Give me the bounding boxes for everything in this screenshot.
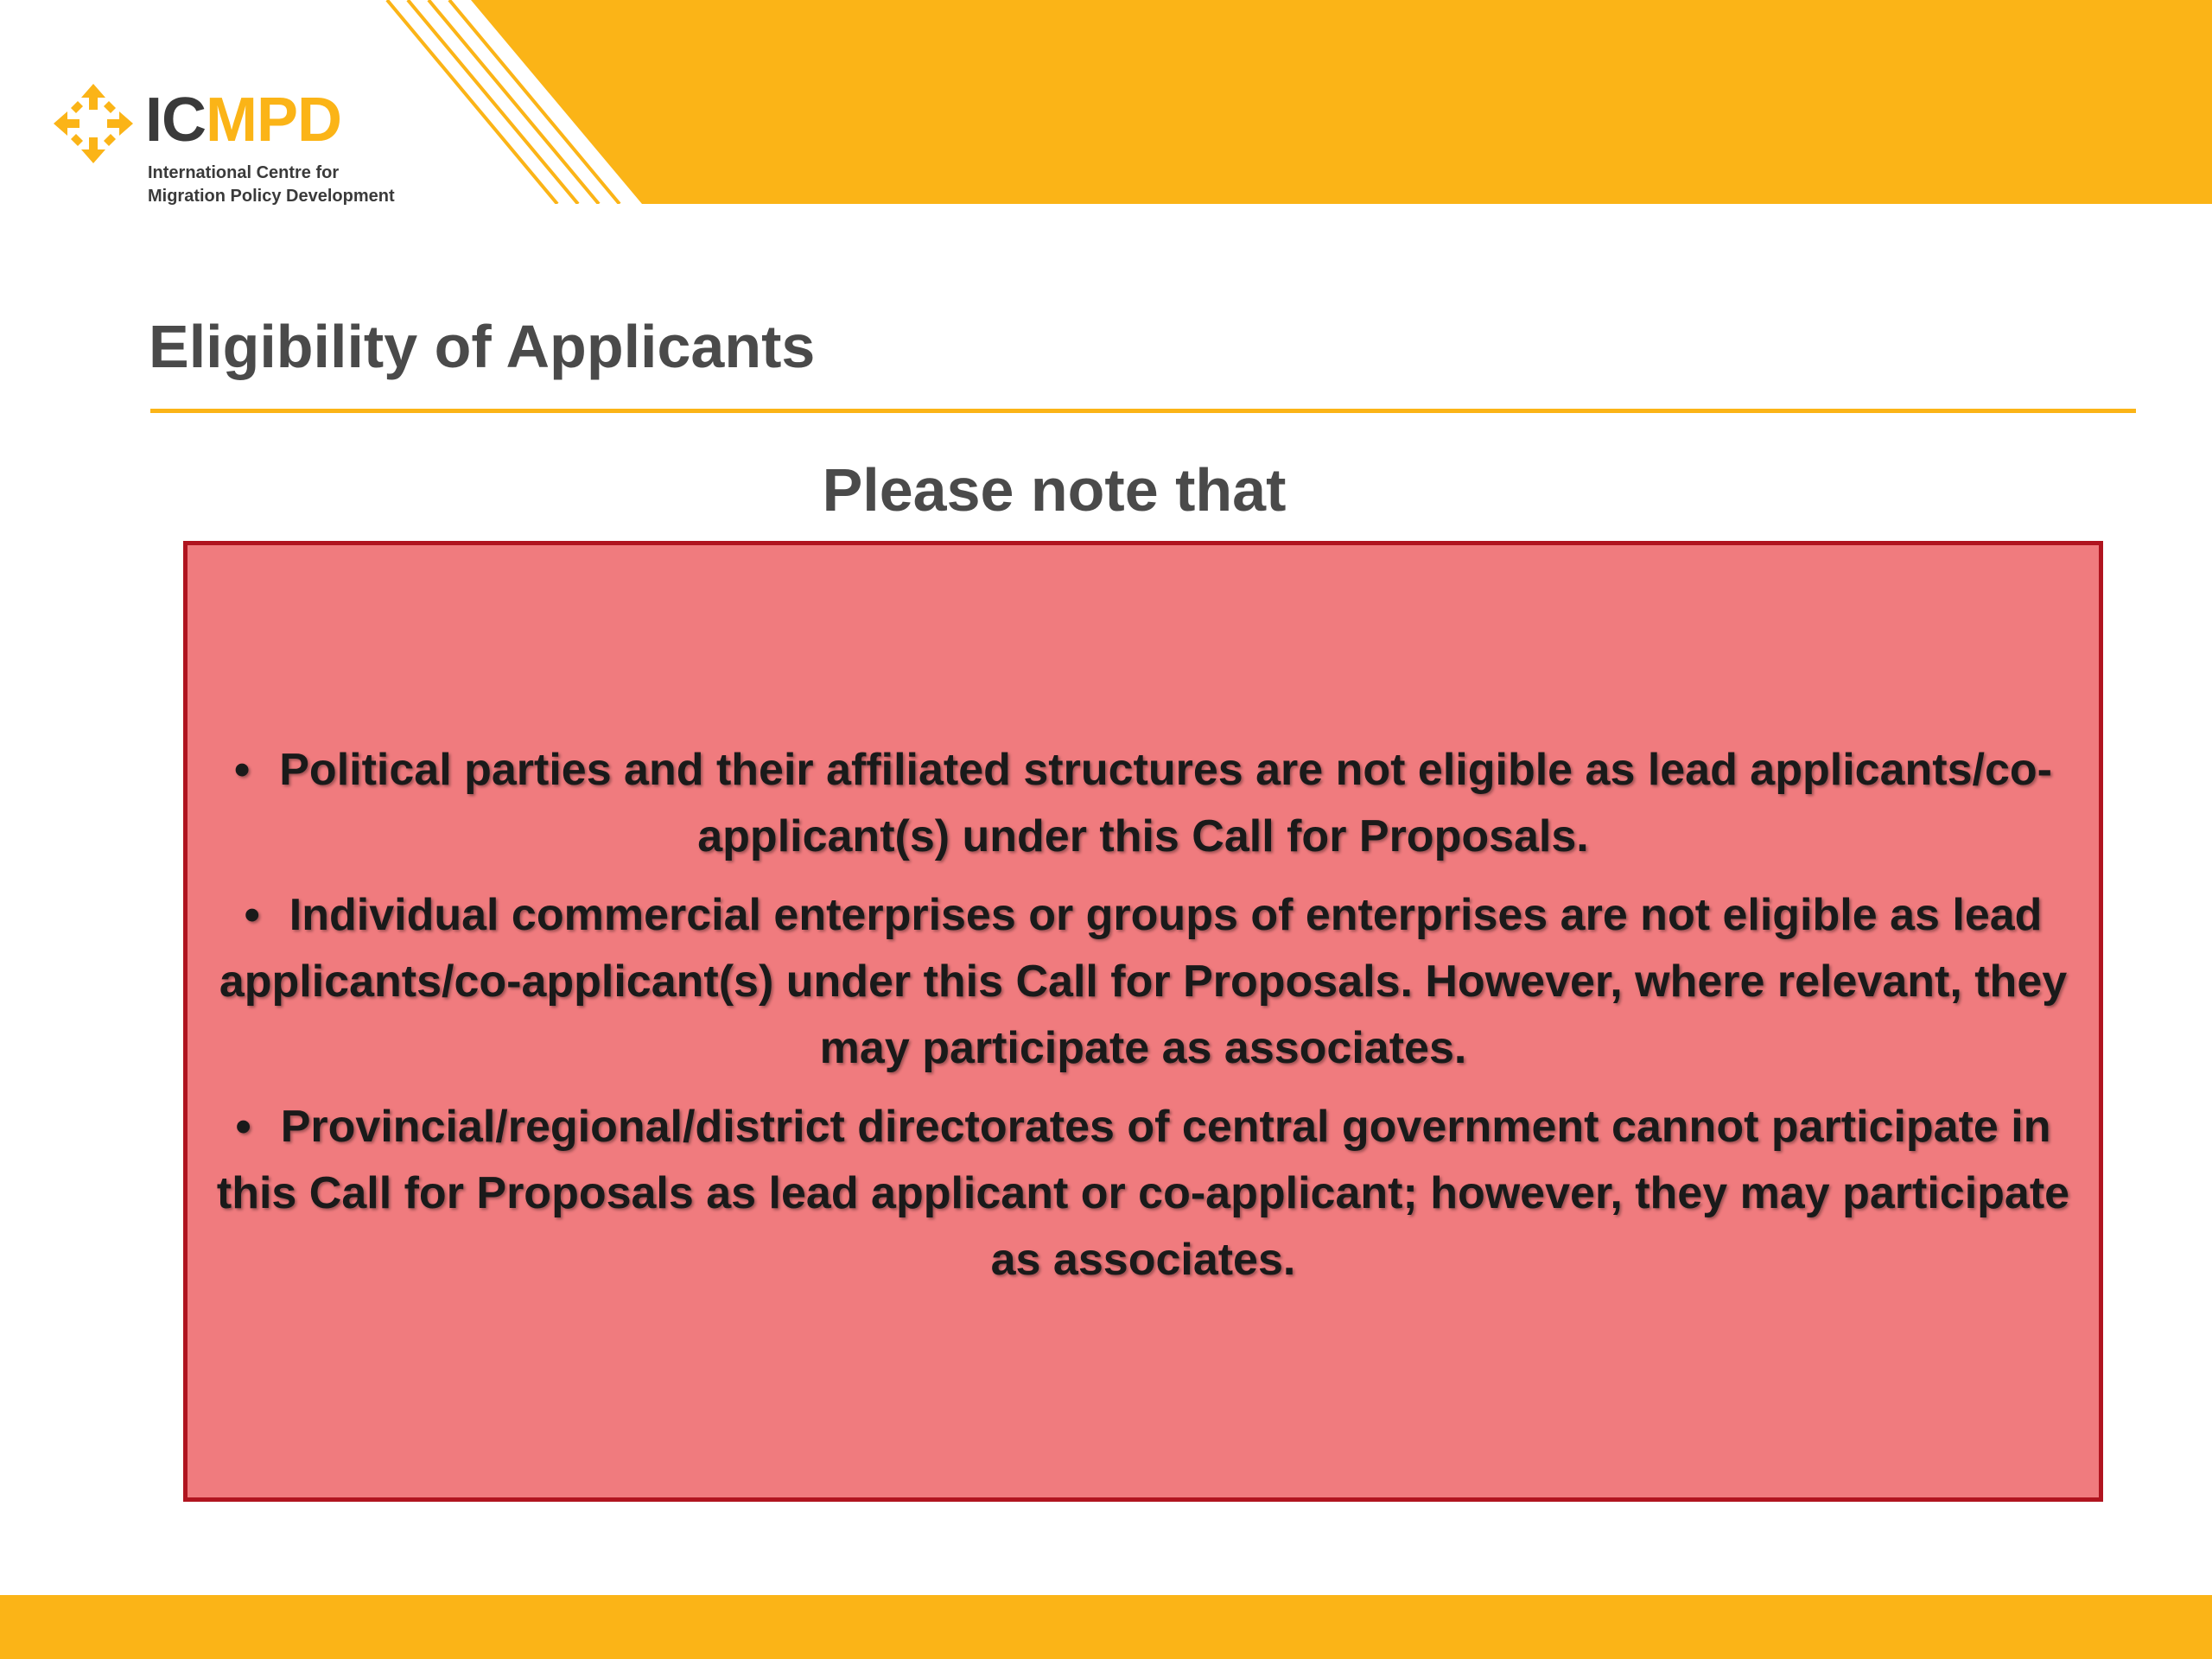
icmpd-logo — [52, 82, 415, 212]
notice-item — [213, 882, 2073, 1082]
bullet-icon: • — [234, 745, 251, 795]
logo-word-mpd: MPD — [206, 86, 341, 155]
arrows-cross-icon — [52, 82, 135, 165]
bullet-icon: • — [244, 890, 260, 940]
notice-item-text: Provincial/regional/district directorates of central government cannot participate in this Call for Proposals as lead applicant or co-applicant; however, they may participate as associates. — [216, 1102, 2070, 1285]
notice-item-text: Political parties and their affiliated structures are not eligible as lead applicants/co-applicant(s) under this Call for Proposals. — [279, 745, 2052, 861]
notice-item — [213, 737, 2073, 870]
notice-item — [213, 1094, 2073, 1294]
notice-box — [183, 541, 2103, 1502]
page-title: Eligibility of Applicants — [149, 313, 816, 380]
logo-wordmark — [145, 84, 341, 156]
logo-subtitle — [148, 162, 395, 208]
logo-subline-2: Migration Policy Development — [148, 187, 395, 206]
logo-subline-1: International Centre for — [148, 163, 340, 182]
notice-item-text: Individual commercial enterprises or groups of enterprises are not eligible as lead applicants/co-applicant(s) under this Call for Proposals. However, where relevant, they may participate as associates. — [219, 890, 2068, 1073]
notice-list — [188, 737, 2099, 1306]
title-divider — [150, 409, 2136, 413]
bullet-icon: • — [235, 1102, 251, 1152]
section-subtitle: Please note that — [822, 456, 1287, 524]
logo-word-ic: IC — [145, 86, 206, 155]
bottom-bar-decoration — [0, 1595, 2212, 1659]
